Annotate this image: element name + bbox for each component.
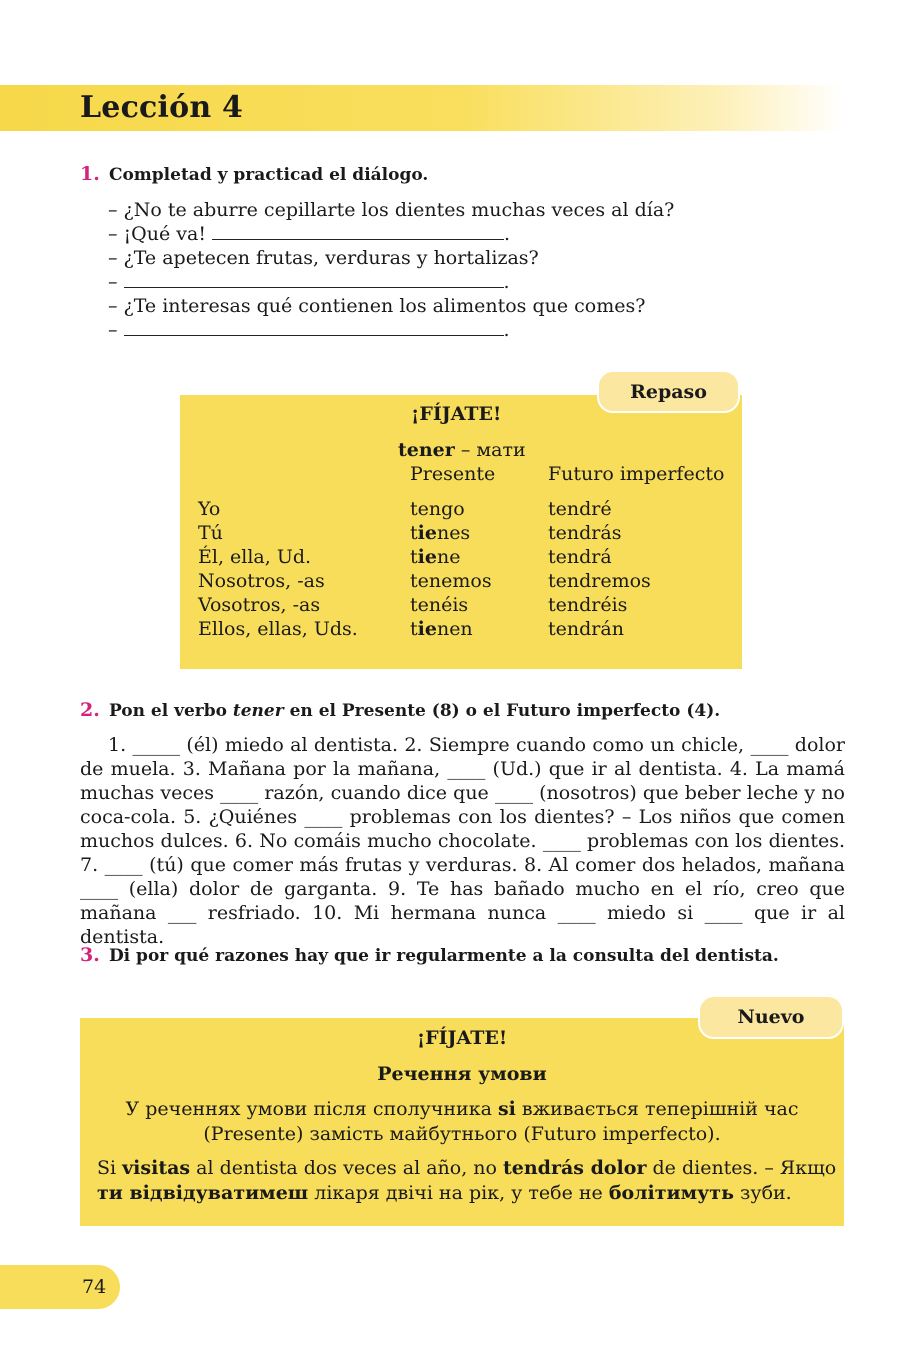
exercise-title: Di por qué razones hay que ir regularmente a la consulta del dentista. — [108, 946, 779, 966]
dialog-line: – ¿Te interesas qué contienen los alimentos que comes? — [108, 295, 646, 317]
pronoun: Vosotros, -as — [198, 594, 321, 616]
exercise-number: 2. — [80, 699, 100, 721]
presente-form: tienen — [410, 618, 473, 640]
box-heading: ¡FÍJATE! — [416, 1027, 508, 1049]
pronoun: Tú — [198, 522, 223, 544]
pronoun-column — [198, 497, 358, 641]
verb-heading: tener – мати — [398, 439, 526, 461]
presente-form: tenemos — [410, 570, 492, 592]
futuro-form: tendré — [548, 498, 612, 520]
nuevo-tab: Nuevo — [698, 995, 844, 1039]
example-line: ти відвідуватимеш лікаря двічі на рік, у тебе не болітимуть зуби. — [97, 1182, 792, 1204]
futuro-form: tendremos — [548, 570, 651, 592]
futuro-column — [548, 497, 651, 641]
futuro-form: tendréis — [548, 594, 628, 616]
futuro-form: tendrá — [548, 546, 612, 568]
presente-form: tenéis — [410, 594, 469, 616]
page-number: 74 — [82, 1276, 107, 1298]
exercise-number: 1. — [80, 163, 100, 185]
presente-form: tengo — [410, 498, 465, 520]
dialog-line: – . — [108, 319, 510, 341]
pronoun: Ellos, ellas, Uds. — [198, 618, 358, 640]
column-header-futuro: Futuro imperfecto — [548, 463, 725, 485]
dialog-line: – ¿No te aburre cepillarte los dientes muchas veces al día? — [108, 199, 675, 221]
exercise-title: Completad y practicad el diálogo. — [108, 165, 429, 185]
futuro-form: tendrás — [548, 522, 622, 544]
exercise-number: 3. — [80, 944, 100, 966]
pronoun: Él, ella, Ud. — [198, 546, 312, 568]
exercise-title: Pon el verbo tener en el Presente (8) o el Futuro imperfecto (4). — [108, 701, 721, 721]
pronoun: Nosotros, -as — [198, 570, 325, 592]
dialog-line: – . — [108, 271, 510, 293]
answer-blank[interactable] — [124, 318, 504, 336]
rule-text-line: (Presente) замість майбутнього (Futuro imperfecto). — [203, 1123, 721, 1145]
answer-blank[interactable] — [124, 270, 504, 288]
rule-text-line: У реченнях умови після сполучника si вживається теперішній час — [125, 1098, 799, 1120]
example-line: Si visitas al dentista dos veces al año, no tendrás dolor de dientes. – Якщо — [97, 1157, 837, 1179]
exercise-3-heading — [80, 944, 779, 966]
exercise-2-paragraph: 1. _____ (él) miedo al dentista. 2. Siempre cuando como un chicle, ____ dolor de muela. 3. Mañana por la mañana, ____ (Ud.) que ir al dentista. 4. La mamá muchas veces ____ razón, cuando dice que ____ (nosotros) que beber leche y no coca-cola. 5. ¿Quiénes ____ problemas con los dientes? – Los niños que comen muchos dulces. 6. No comáis mucho chocolate. ____ problemas con los dientes. 7. ____ (tú) que comer más frutas y verduras. 8. Al comer dos helados, mañana ____ (ella) dolor de garganta. 9. Te has bañado mucho en el río, creo que mañana ___ resfriado. 10. Mi hermana nunca ____ miedo si ____ que ir al dentista. — [80, 734, 845, 948]
exercise-1-heading — [80, 163, 428, 185]
dialog-line: – ¿Te apetecen frutas, verduras y hortalizas? — [108, 247, 539, 269]
box-subheading: Речення умови — [377, 1063, 547, 1085]
futuro-form: tendrán — [548, 618, 624, 640]
answer-blank[interactable] — [212, 222, 504, 240]
pronoun: Yo — [198, 498, 221, 520]
presente-form: tiene — [410, 546, 461, 568]
dialog-line: – ¡Qué va! . — [108, 223, 511, 245]
exercise-2-heading — [80, 699, 720, 721]
box-heading: ¡FÍJATE! — [411, 403, 502, 425]
presente-form: tienes — [410, 522, 471, 544]
lesson-title: Lección 4 — [80, 90, 244, 125]
presente-column — [410, 497, 492, 641]
repaso-tab: Repaso — [597, 370, 740, 413]
column-header-presente: Presente — [410, 463, 496, 485]
